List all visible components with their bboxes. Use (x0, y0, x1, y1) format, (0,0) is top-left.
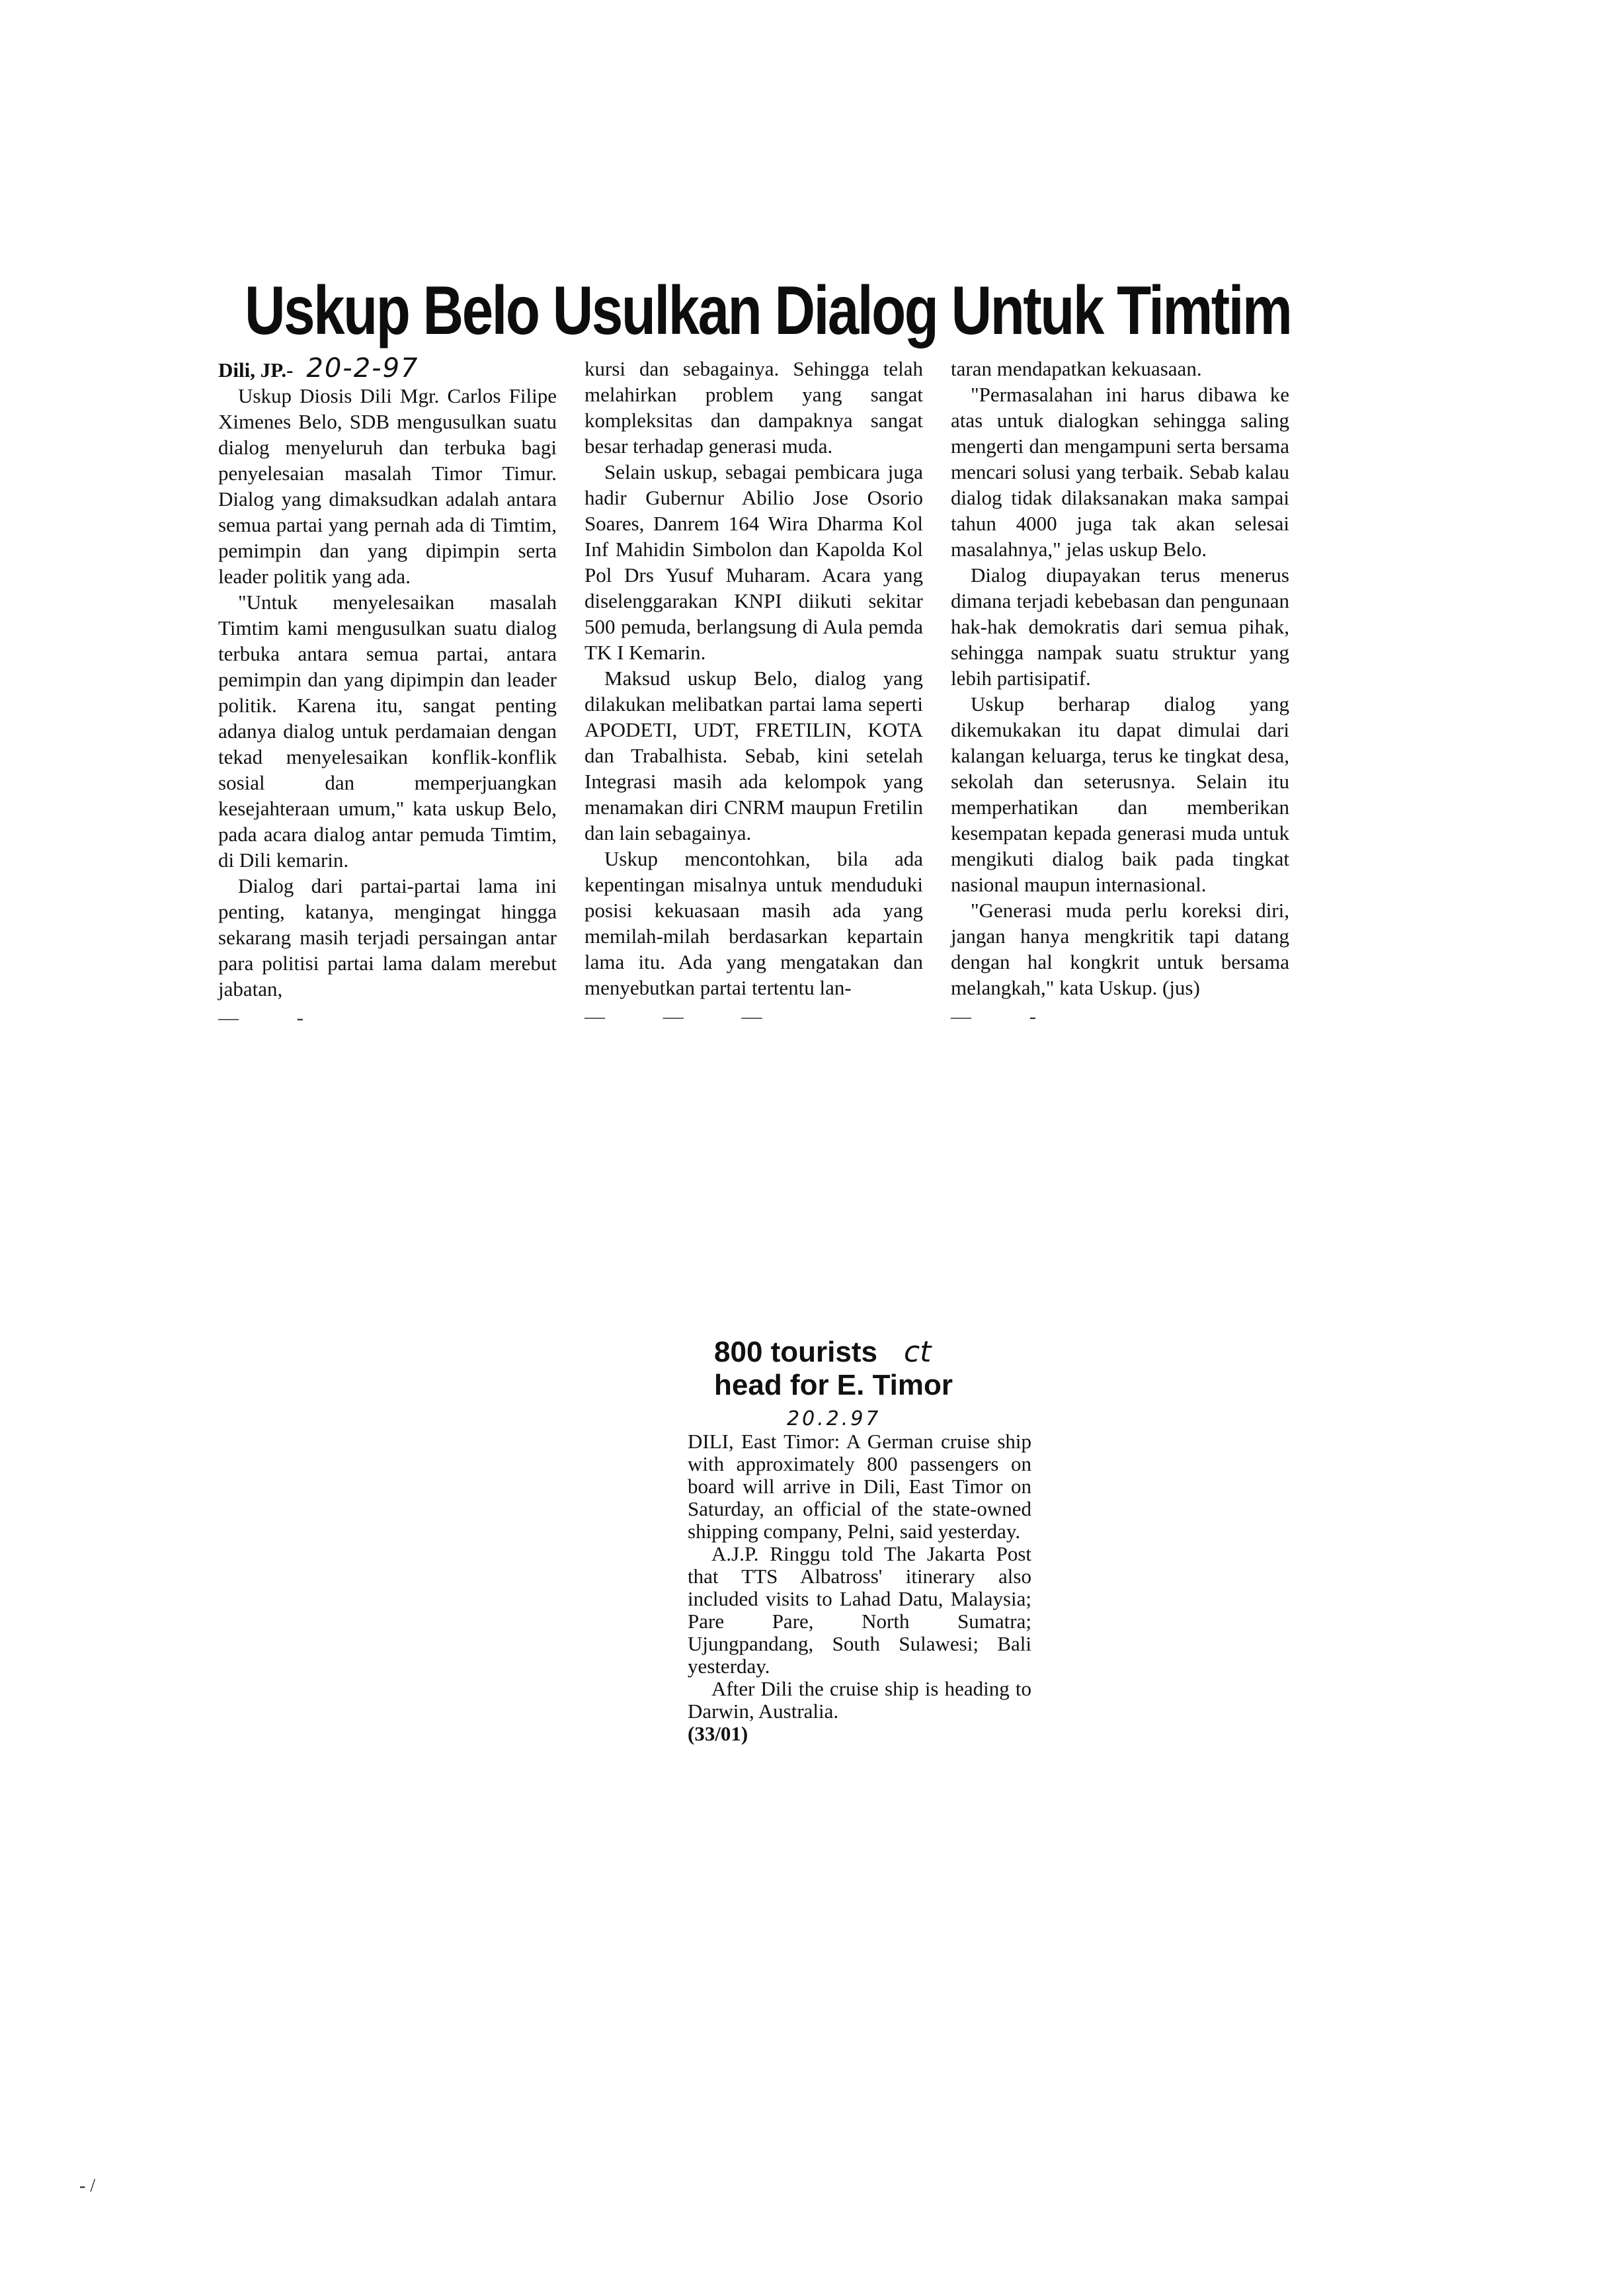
column-3 (951, 356, 1289, 1030)
headline-line-2: head for E. Timor (714, 1369, 953, 1401)
article-paragraph: After Dili the cruise ship is heading to Darwin, Australia. (688, 1677, 1031, 1723)
article-body (688, 1430, 1031, 1745)
column-1-paragraph (218, 353, 557, 384)
headline-800-tourists (714, 1336, 1031, 1402)
headline-uskup-belo: Uskup Belo Usulkan Dialog Untuk Timtim (245, 272, 1291, 349)
article-800-tourists (688, 1336, 1031, 1745)
column-rule: — — — (584, 1004, 789, 1028)
column-rule: — - (218, 1006, 331, 1029)
column-1-paragraph: Dialog dari partai-partai lama ini penting, katanya, mengingat hingga sekarang masih terjadi persaingan antar para politisi partai lama dalam merebut jabatan, (218, 874, 557, 1001)
column-2-paragraph: Selain uskup, sebagai pembicara juga hadir Gubernur Abilio Jose Osorio Soares, Danrem 164 Wira Dharma Kol Inf Mahidin Simbolon dan Kapolda Kol Pol Drs Yusuf Muharam. Acara yang diselenggarakan KNPI diikuti sekitar 500 pemuda, berlangsung di Aula pemda TK I Kemarin. (584, 460, 923, 664)
column-3-paragraph: "Generasi muda perlu koreksi diri, jangan hanya mengkritik tapi datang dengan hal kongkrit untuk bersama melangkah," kata Uskup. (jus) (951, 899, 1289, 999)
handwritten-date: 20-2-97 (306, 353, 419, 384)
handwritten-mark: ct (903, 1335, 932, 1369)
handwritten-date: 20.2.97 (787, 1407, 881, 1430)
dateline: Dili, JP.- (218, 358, 294, 382)
column-2-paragraph: kursi dan sebagainya. Sehingga telah melahirkan problem yang sangat kompleksitas dan dampaknya sangat besar terhadap generasi muda. (584, 357, 923, 458)
margin-mark: - / (79, 2176, 96, 2196)
column-3-paragraph: Uskup berharap dialog yang dikemukakan itu dapat dimulai dari kalangan keluarga, terus ke tingkat desa, sekolah dan seterusnya. Selain itu memperhatikan dan memberikan kesempatan kepada generasi muda untuk mengikuti dialog baik pada tingkat nasional maupun internasional. (951, 692, 1289, 896)
column-2 (584, 356, 923, 1030)
article-paragraph: A.J.P. Ringgu told The Jakarta Post that TTS Albatross' itinerary also included visits to Lahad Datu, Malaysia; Pare Pare, North Sumatra; Ujungpandang, South Sulawesi; Bali yesterday. (688, 1542, 1031, 1678)
column-1-paragraph: Uskup Diosis Dili Mgr. Carlos Filipe Ximenes Belo, SDB mengusulkan suatu dialog menyeluruh dan terbuka bagi penyelesaian masalah Timor Timur. Dialog yang dimaksudkan adalah antara semua partai yang pernah ada di Timtim, pemimpin dan yang dipimpin serta leader politik yang ada. (218, 384, 557, 588)
article-paragraph: DILI, East Timor: A German cruise ship with approximately 800 passengers on board will arrive in Dili, East Timor on Saturday, an official of the state-owned shipping company, Pelni, said yesterday. (688, 1430, 1031, 1543)
article-code: (33/01) (688, 1722, 748, 1745)
headline-line-1: 800 tourists (714, 1336, 877, 1368)
article-uskup-belo (218, 271, 1289, 1030)
column-3-paragraph: taran mendapatkan kekuasaan. (951, 357, 1202, 380)
column-2-paragraph: Maksud uskup Belo, dialog yang dilakukan melibatkan partai lama seperti APODETI, UDT, FRETILIN, KOTA dan Trabalhista. Sebab, kini setelah Integrasi masih ada kelompok yang menamakan diri CNRM maupun Fretilin dan lain sebagainya. (584, 667, 923, 844)
column-rule: — - (951, 1004, 1063, 1028)
column-3-paragraph: Dialog diupayakan terus menerus dimana terjadi kebebasan dan pengunaan hak-hak demokratis dari semua pihak, sehingga nampak suatu struktur yang lebih partisipatif. (951, 563, 1289, 690)
article-columns (218, 353, 1289, 1030)
column-1 (218, 353, 557, 1030)
column-1-paragraph: "Untuk menyelesaikan masalah Timtim kami mengusulkan suatu dialog terbuka antara semua partai, antara pemimpin dan yang dipimpin dan leader politik. Karena itu, sangat penting adanya dialog untuk perdamaian dengan tekad menyelesaikan konflik-konflik sosial dan memperjuangkan kesejahteraan umum," kata uskup Belo, pada acara dialog antar pemuda Timtim, di Dili kemarin. (218, 591, 557, 872)
column-3-paragraph: "Permasalahan ini harus dibawa ke atas untuk dialogkan sehingga saling mengerti dan mengampuni serta bersama mencari solusi yang terbaik. Sebab kalau dialog tidak dilaksanakan maka sampai tahun 4000 juga tak akan selesai masalahnya," jelas uskup Belo. (951, 383, 1289, 561)
column-2-paragraph: Uskup mencontohkan, bila ada kepentingan misalnya untuk menduduki posisi kekuasaan masih ada yang memilah-milah berdasarkan kepartain lama itu. Ada yang mengatakan dan menyebutkan partai tertentu lan- (584, 847, 923, 999)
